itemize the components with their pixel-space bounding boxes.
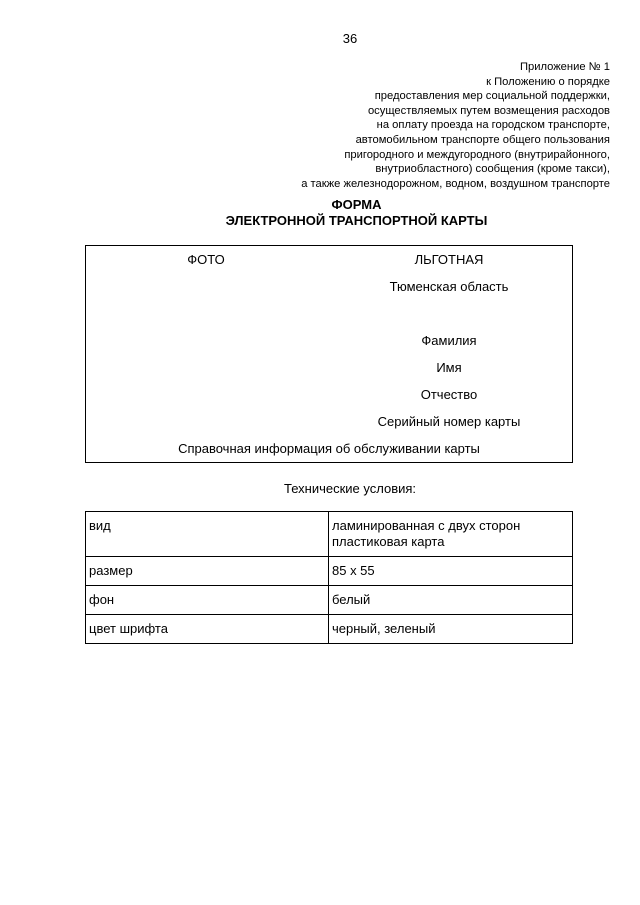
tech-conditions-table	[85, 511, 573, 644]
table-cell-key: цвет шрифта	[86, 615, 329, 644]
appendix-line: внутриобластного) сообщения (кроме такси),	[375, 163, 610, 176]
transport-card-layout	[85, 245, 573, 463]
appendix-line: осуществляемых путем возмещения расходов	[367, 104, 610, 117]
table-row	[86, 586, 573, 615]
card-type-label: ЛЬГОТНАЯ	[414, 252, 484, 267]
appendix-line: предоставления мер социальной поддержки,	[374, 90, 610, 103]
value-line: ламинированная с двух сторон	[332, 518, 521, 533]
table-cell-key: вид	[86, 512, 329, 557]
appendix-header	[90, 60, 610, 191]
appendix-line: автомобильном транспорте общего пользования	[355, 133, 610, 146]
appendix-line: Приложение № 1	[519, 61, 610, 73]
table-cell-key: фон	[86, 586, 329, 615]
patronymic-label: Отчество	[420, 387, 478, 402]
photo-placeholder: ФОТО	[187, 252, 225, 267]
surname-label: Фамилия	[421, 333, 477, 348]
table-row	[86, 557, 573, 586]
name-label: Имя	[436, 360, 462, 375]
value-line: пластиковая карта	[332, 534, 445, 549]
table-cell-key: размер	[86, 557, 329, 586]
form-title-line: ФОРМА	[331, 197, 382, 212]
table-row	[86, 512, 573, 557]
form-title	[0, 197, 640, 229]
table-cell-value: белый	[329, 586, 573, 615]
form-title-line: ЭЛЕКТРОННОЙ ТРАНСПОРТНОЙ КАРТЫ	[225, 213, 488, 228]
table-cell-value: черный, зеленый	[329, 615, 573, 644]
region-label: Тюменская область	[389, 279, 509, 294]
table-row	[86, 615, 573, 644]
appendix-line: а также железнодорожном, водном, воздушном транспорте	[301, 177, 610, 190]
page-number: 36	[342, 31, 358, 46]
table-cell-value: 85 x 55	[329, 557, 573, 586]
service-info-label: Справочная информация об обслуживании карты	[178, 441, 480, 456]
appendix-line: пригородного и междугородного (внутрирайонного,	[344, 148, 610, 161]
appendix-line: на оплату проезда на городском транспорте,	[376, 119, 610, 132]
table-cell-value	[329, 512, 573, 557]
serial-number-label: Серийный номер карты	[377, 414, 521, 429]
tech-conditions-caption: Технические условия:	[283, 481, 417, 496]
appendix-line: к Положению о порядке	[486, 75, 610, 88]
